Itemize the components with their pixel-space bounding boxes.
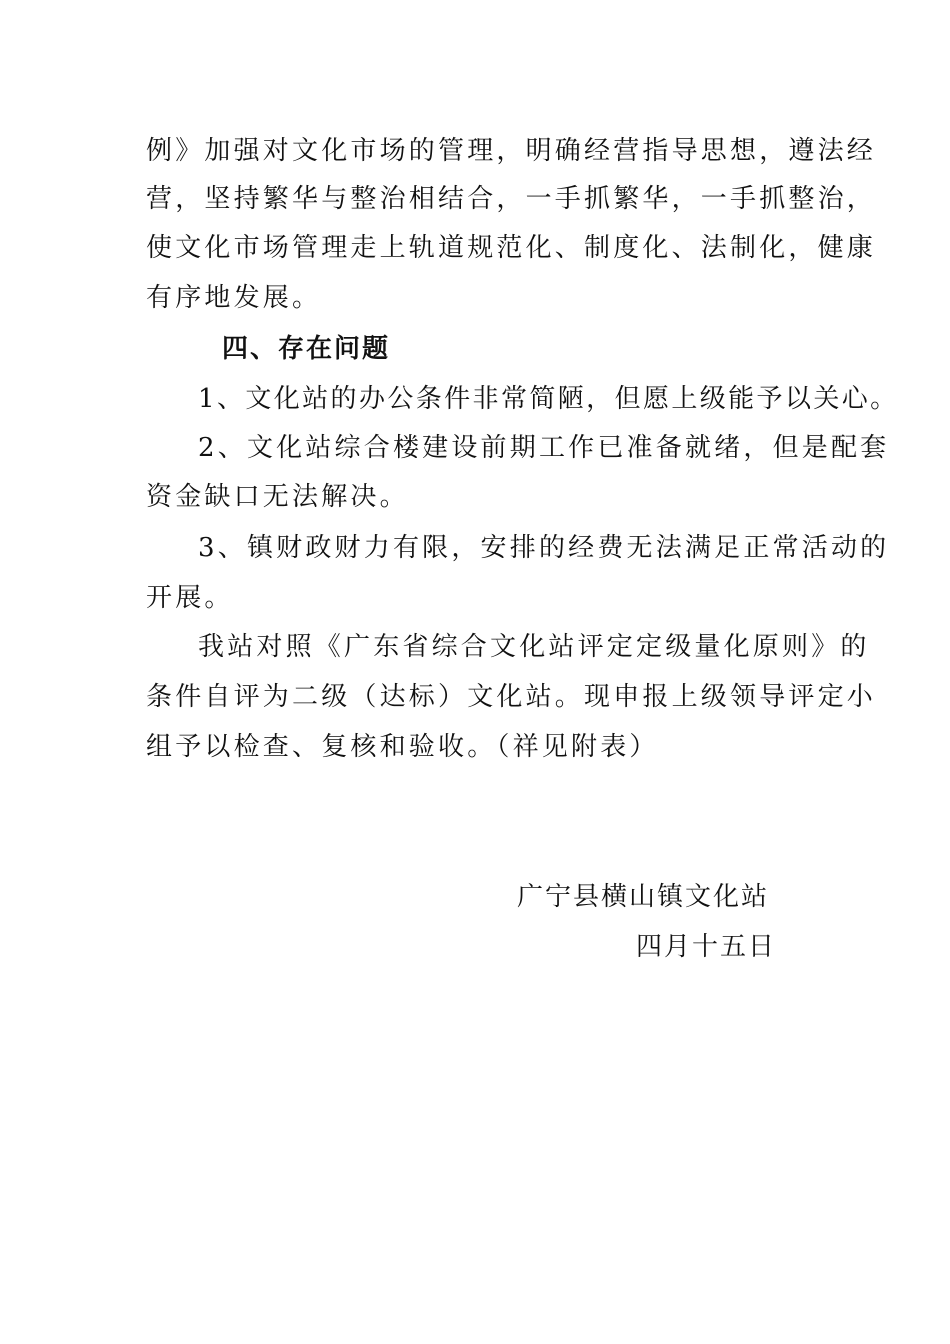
issue-item-2: 2、文化站综合楼建设前期工作已准备就绪，但是配套: [198, 433, 890, 463]
section-heading: 四、存在问题: [222, 334, 391, 364]
signature-date: 四月十五日: [636, 932, 777, 962]
paragraph-line: 例》加强对文化市场的管理，明确经营指导思想，遵法经: [146, 136, 877, 166]
paragraph-line: 使文化市场管理走上轨道规范化、制度化、法制化，健康: [146, 233, 877, 263]
issue-item-1: 1、文化站的办公条件非常简陋，但愿上级能予以关心。: [198, 384, 899, 414]
issue-item-3-continued: 开展。: [146, 583, 234, 613]
issue-item-2-continued: 资金缺口无法解决。: [146, 482, 409, 512]
closing-line: 条件自评为二级（达标）文化站。现申报上级领导评定小: [146, 682, 877, 712]
issue-item-3: 3、镇财政财力有限，安排的经费无法满足正常活动的: [198, 533, 890, 563]
closing-line: 组予以检查、复核和验收。（祥见附表）: [146, 732, 659, 762]
signature-organization: 广宁县横山镇文化站: [517, 882, 770, 912]
paragraph-line: 营，坚持繁华与整治相结合，一手抓繁华，一手抓整治，: [146, 184, 877, 214]
closing-line: 我站对照《广东省综合文化站评定定级量化原则》的: [198, 632, 870, 662]
paragraph-line: 有序地发展。: [146, 283, 322, 313]
